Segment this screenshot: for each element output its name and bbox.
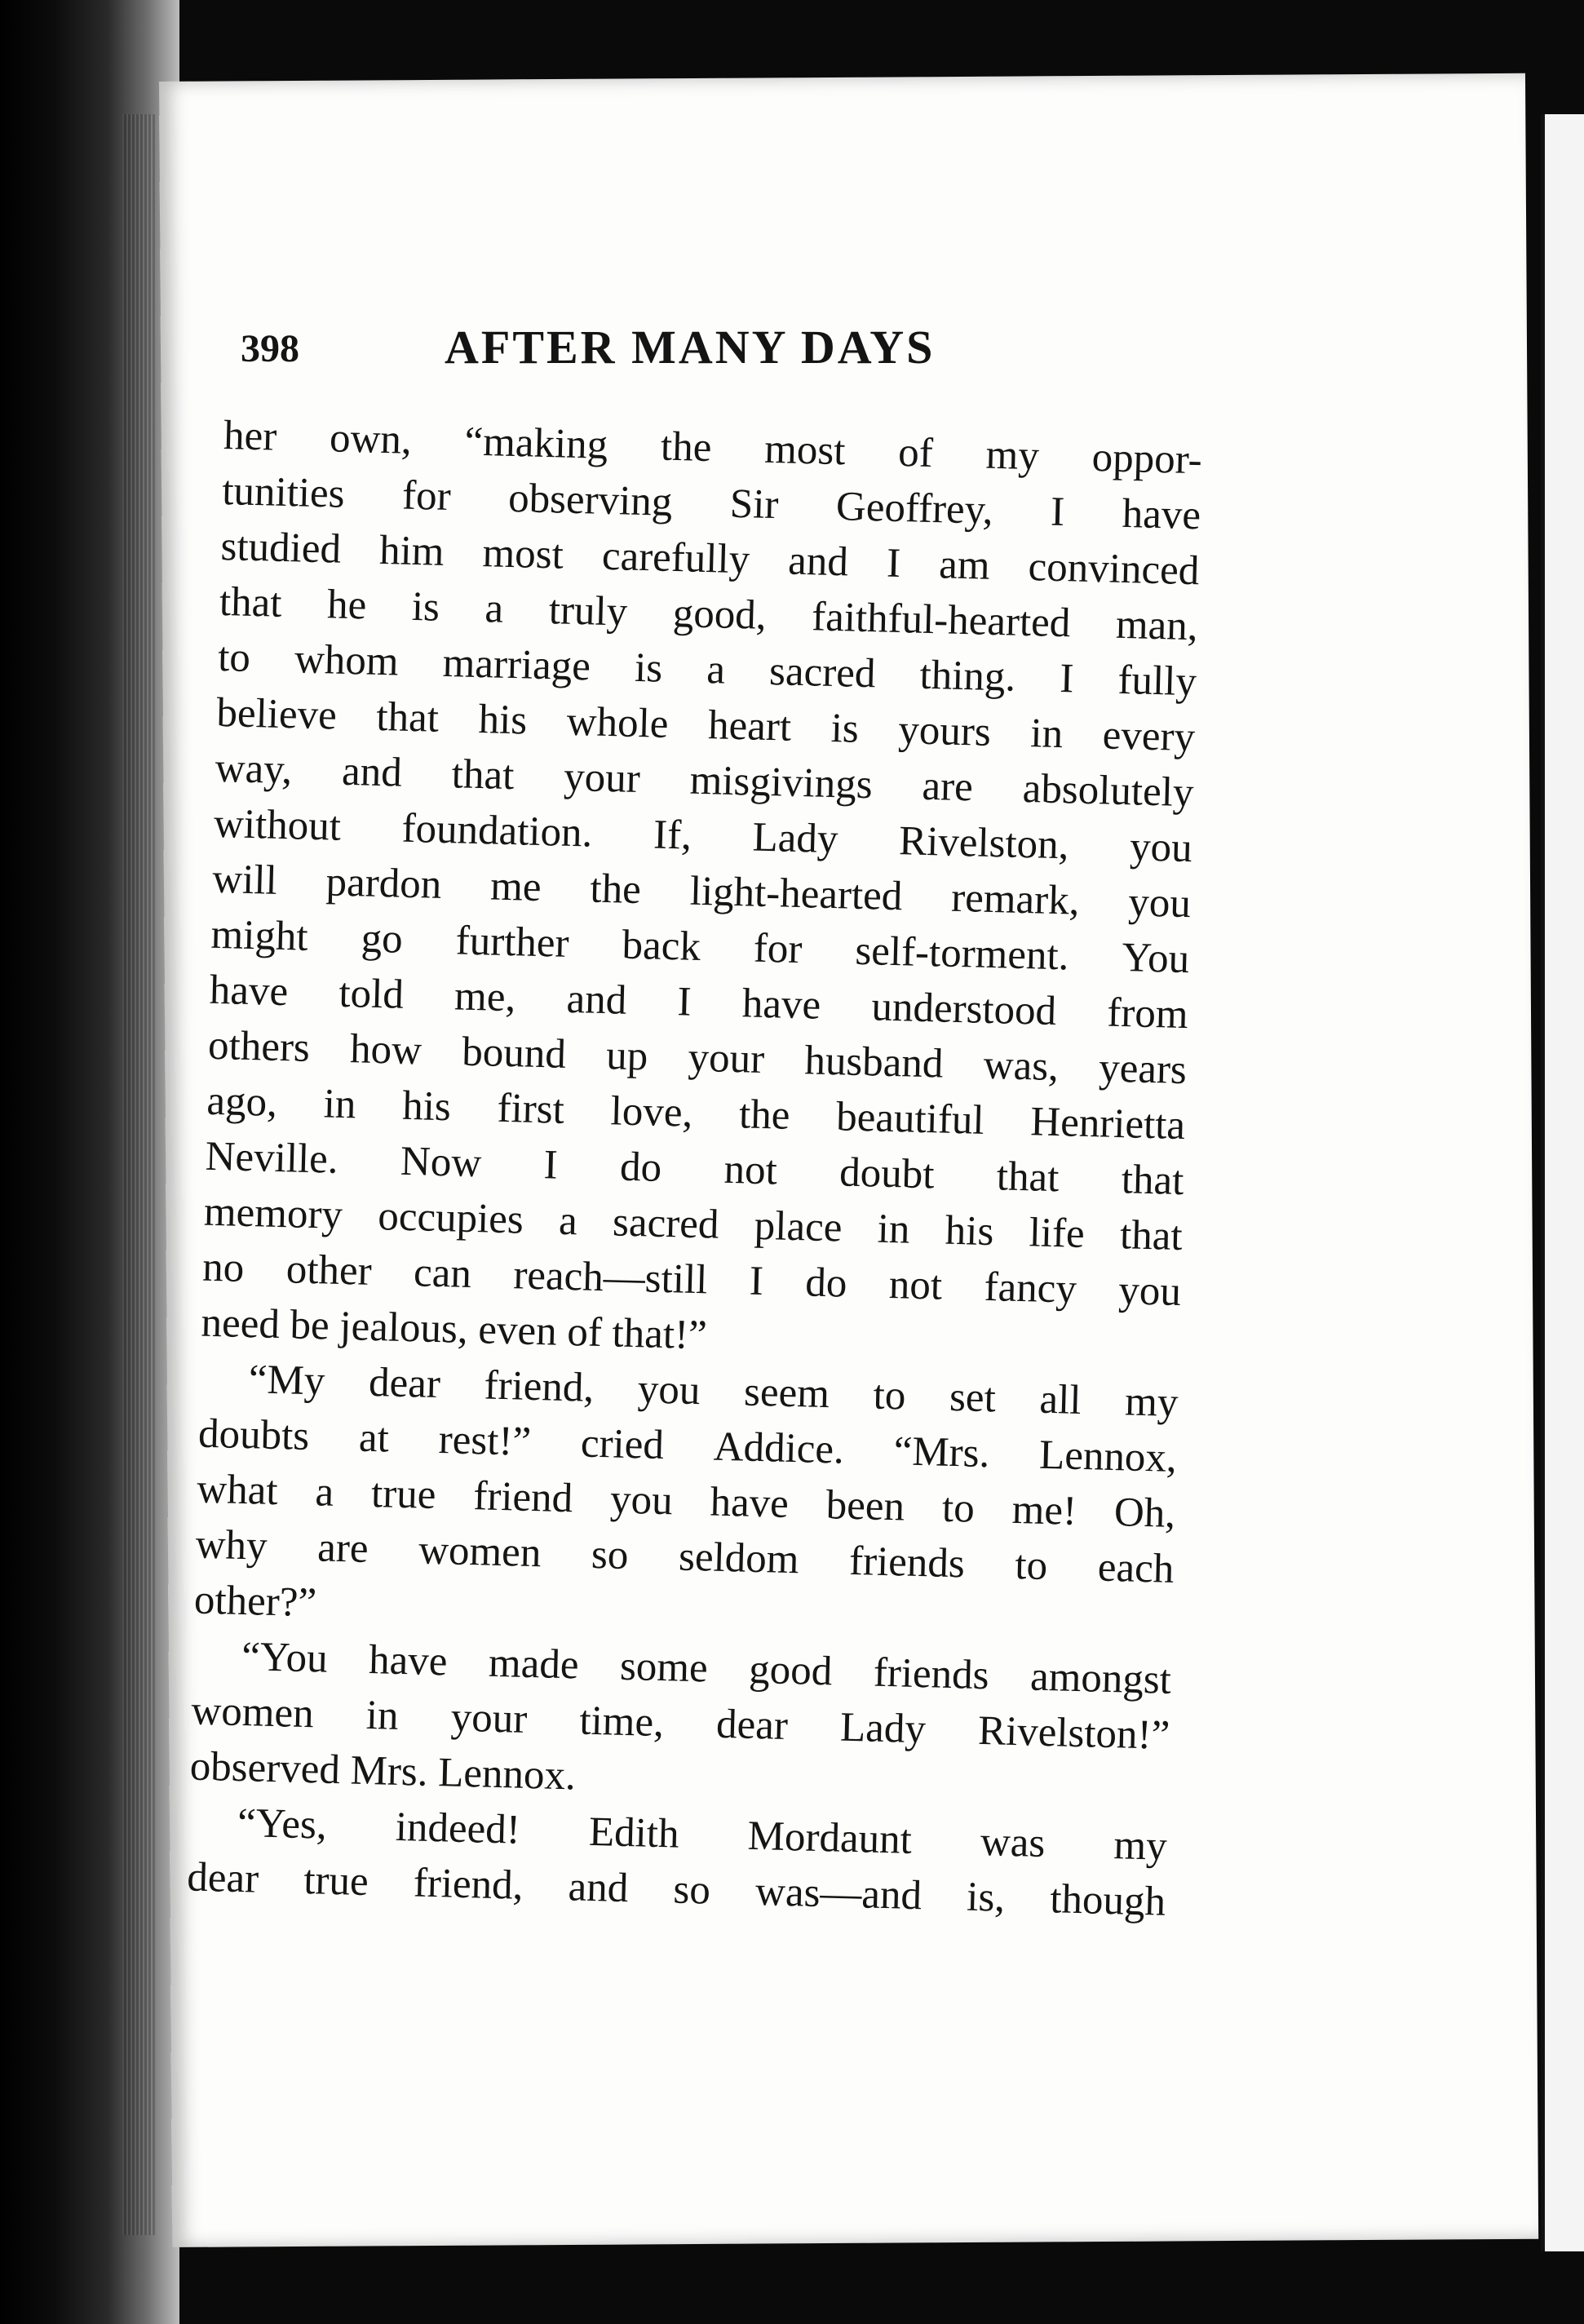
word: do xyxy=(619,1144,662,1191)
word: told xyxy=(338,970,405,1018)
word: doubts xyxy=(197,1410,310,1460)
word: dear xyxy=(186,1854,259,1902)
word: some xyxy=(619,1643,709,1692)
word: a xyxy=(706,647,726,693)
word: understood xyxy=(870,984,1057,1035)
word: his xyxy=(477,697,528,744)
word: back xyxy=(621,922,701,970)
word: I xyxy=(749,1258,764,1305)
word: Lennox, xyxy=(1038,1432,1178,1481)
word: him xyxy=(378,527,445,575)
page-number: 398 xyxy=(241,327,299,370)
word: of xyxy=(897,429,934,476)
word: You xyxy=(1121,935,1190,983)
word: seem xyxy=(743,1369,830,1418)
word: every xyxy=(1102,712,1196,761)
word: believe xyxy=(215,689,338,739)
word: his xyxy=(945,1207,995,1255)
word: what xyxy=(196,1466,279,1515)
page-header xyxy=(241,320,1219,393)
word: how xyxy=(349,1026,423,1074)
word: the xyxy=(589,865,642,914)
word: seldom xyxy=(678,1534,800,1583)
word: was xyxy=(980,1819,1046,1867)
word: me, xyxy=(454,973,516,1021)
word: was—and xyxy=(754,1869,923,1919)
text-line: observed Mrs. Lennox. xyxy=(189,1743,577,1799)
word: first xyxy=(496,1085,565,1133)
word: to xyxy=(1014,1542,1048,1589)
word: Now xyxy=(400,1138,482,1187)
word: carefully xyxy=(601,533,750,583)
word: up xyxy=(605,1033,648,1080)
word: Rivelston!” xyxy=(977,1707,1170,1759)
word: can xyxy=(413,1250,472,1297)
word: love, xyxy=(609,1088,693,1136)
text-line: need be jealous, even of that!” xyxy=(200,1299,708,1359)
word: set xyxy=(949,1374,997,1422)
word: whole xyxy=(566,698,670,747)
word: a xyxy=(558,1197,578,1245)
word: husband xyxy=(803,1038,945,1087)
word: observing xyxy=(507,475,674,525)
word: have xyxy=(209,967,289,1016)
word: friend xyxy=(472,1473,573,1522)
word: not xyxy=(888,1261,943,1309)
word: Rivelston, xyxy=(898,818,1070,869)
word: no xyxy=(201,1244,246,1291)
word: the xyxy=(660,423,713,471)
word: memory xyxy=(203,1189,343,1238)
word: that xyxy=(375,693,440,741)
word: have xyxy=(1122,490,1201,539)
text-line: other?” xyxy=(193,1577,317,1627)
word: all xyxy=(1038,1376,1082,1423)
word: man, xyxy=(1115,601,1199,650)
word: doubt xyxy=(838,1149,936,1198)
word: faithful-hearted xyxy=(811,594,1072,647)
word: convinced xyxy=(1028,544,1200,595)
word: most xyxy=(481,530,564,578)
word: good xyxy=(748,1646,834,1695)
word: thing. xyxy=(918,652,1016,701)
word: without xyxy=(213,800,342,850)
word: to xyxy=(872,1372,907,1419)
word: Lady xyxy=(839,1704,927,1753)
word: fully xyxy=(1117,657,1197,706)
word: amongst xyxy=(1029,1653,1172,1703)
word: cried xyxy=(580,1420,665,1469)
word: “making xyxy=(463,418,608,468)
word: tunities xyxy=(221,467,346,517)
word: Neville. xyxy=(205,1133,339,1183)
word: me xyxy=(489,863,542,911)
word: is xyxy=(634,644,663,692)
body-text xyxy=(187,408,1203,1930)
word: to xyxy=(217,634,251,681)
word: her xyxy=(223,412,277,460)
word: own, xyxy=(329,415,413,463)
word: you xyxy=(1117,1268,1182,1316)
word: rest!” xyxy=(438,1417,532,1465)
word: dear xyxy=(715,1701,789,1749)
word: you xyxy=(1129,824,1193,872)
word: good, xyxy=(672,591,768,639)
word: “You xyxy=(241,1634,329,1682)
word: so xyxy=(672,1866,711,1914)
word: and xyxy=(565,976,627,1024)
word: at xyxy=(358,1414,390,1462)
word: sacred xyxy=(612,1199,720,1248)
word: to xyxy=(941,1485,976,1532)
word: he xyxy=(326,582,367,629)
word: yours xyxy=(897,707,992,755)
word: each xyxy=(1097,1544,1175,1592)
word: for xyxy=(401,472,452,520)
word: friends xyxy=(848,1538,966,1587)
word: why xyxy=(195,1521,268,1569)
word: in xyxy=(365,1692,400,1739)
word: you xyxy=(609,1476,674,1525)
word: remark, xyxy=(950,874,1081,924)
word: friend, xyxy=(483,1362,595,1411)
word: studied xyxy=(219,523,342,573)
word: sacred xyxy=(768,649,877,697)
word: years xyxy=(1098,1045,1188,1094)
book-binding-edge xyxy=(0,0,179,2324)
word: dear xyxy=(368,1359,441,1408)
word: my xyxy=(1113,1822,1168,1870)
word: is xyxy=(411,583,440,631)
word: Henrietta xyxy=(1029,1099,1186,1149)
word: oppor- xyxy=(1091,434,1203,484)
word: place xyxy=(754,1202,843,1251)
word: are xyxy=(316,1525,369,1572)
word: the xyxy=(738,1091,791,1139)
word: Sir xyxy=(729,480,780,529)
word: that xyxy=(1119,1212,1184,1260)
word: I xyxy=(886,540,901,587)
word: I xyxy=(676,979,692,1025)
word: self-torment. xyxy=(854,927,1070,980)
word: from xyxy=(1106,989,1189,1038)
word: fancy xyxy=(983,1264,1077,1313)
word: that xyxy=(996,1153,1060,1202)
word: foundation. xyxy=(400,805,594,857)
word: Mordaunt xyxy=(746,1813,913,1863)
word: and xyxy=(787,538,849,586)
word: beautiful xyxy=(835,1094,985,1144)
word: might xyxy=(210,911,309,960)
word: me! xyxy=(1011,1486,1077,1534)
word: further xyxy=(455,918,570,967)
word: ago, xyxy=(206,1078,278,1126)
word: have xyxy=(741,981,821,1029)
word: true xyxy=(370,1470,437,1518)
word: a xyxy=(484,586,504,632)
word: women xyxy=(418,1527,542,1577)
word: “My xyxy=(248,1357,326,1405)
word: indeed! xyxy=(395,1804,521,1853)
word: you xyxy=(1127,879,1192,927)
word: was, xyxy=(983,1042,1060,1091)
word: I xyxy=(1050,489,1065,536)
word: light-hearted xyxy=(689,868,904,920)
word: friend, xyxy=(413,1860,524,1909)
word: other xyxy=(285,1246,373,1295)
word: not xyxy=(723,1146,778,1194)
word: a xyxy=(314,1469,334,1516)
word: my xyxy=(984,432,1040,480)
word: for xyxy=(753,925,803,973)
word: truly xyxy=(548,587,628,635)
word: that xyxy=(451,751,515,799)
word: your xyxy=(687,1034,765,1083)
word: Lady xyxy=(751,814,839,863)
word: Geoffrey, xyxy=(835,484,994,533)
word: in xyxy=(877,1206,911,1253)
word: true xyxy=(303,1857,369,1906)
word: are xyxy=(921,763,974,811)
word: misgivings xyxy=(689,757,874,808)
word: have xyxy=(709,1479,790,1527)
word: Oh, xyxy=(1113,1490,1176,1537)
word: your xyxy=(450,1694,528,1742)
word: bound xyxy=(461,1029,567,1078)
word: pardon xyxy=(325,859,442,908)
word: reach—still xyxy=(512,1252,709,1304)
word: been xyxy=(825,1482,905,1530)
word: is, xyxy=(966,1874,1006,1921)
word: made xyxy=(488,1640,580,1689)
facing-page-edge xyxy=(1541,114,1584,2251)
word: do xyxy=(804,1259,848,1307)
word: and xyxy=(341,748,403,796)
word: have xyxy=(368,1636,449,1685)
word: absolutely xyxy=(1022,765,1195,817)
word: am xyxy=(938,542,991,589)
word: occupies xyxy=(377,1193,524,1243)
word: friends xyxy=(873,1649,990,1699)
word: his xyxy=(401,1082,452,1131)
word: “Mrs. xyxy=(893,1428,990,1477)
word: heart xyxy=(707,702,792,750)
word: will xyxy=(211,856,278,904)
word: way, xyxy=(215,745,293,794)
word: that xyxy=(219,578,283,626)
word: “Yes, xyxy=(237,1799,328,1848)
word: Edith xyxy=(588,1808,680,1857)
word: my xyxy=(1124,1379,1179,1426)
word: women xyxy=(190,1688,315,1737)
word: though xyxy=(1049,1876,1166,1925)
word: you xyxy=(637,1366,701,1414)
word: is xyxy=(830,705,860,752)
word: go xyxy=(361,915,404,963)
word: I xyxy=(543,1142,559,1189)
word: marriage xyxy=(442,640,591,690)
word: that xyxy=(1121,1157,1185,1205)
word: life xyxy=(1029,1210,1086,1258)
running-title: AFTER MANY DAYS xyxy=(445,321,936,374)
word: whom xyxy=(294,636,400,685)
word: so xyxy=(591,1531,630,1578)
word: time, xyxy=(578,1698,665,1746)
word: If, xyxy=(653,812,692,859)
word: Addice. xyxy=(713,1423,845,1473)
word: in xyxy=(323,1081,357,1128)
word: others xyxy=(207,1022,311,1071)
word: in xyxy=(1029,710,1064,758)
word: most xyxy=(763,426,847,475)
word: I xyxy=(1059,656,1075,702)
word: and xyxy=(567,1864,630,1912)
word: your xyxy=(563,754,641,803)
